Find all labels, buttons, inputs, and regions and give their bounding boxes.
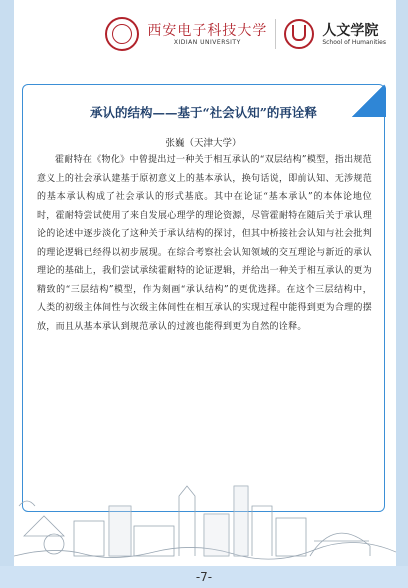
header — [105, 14, 386, 54]
article-author: 张巍（天津大学） — [165, 138, 242, 149]
header-divider — [275, 19, 276, 49]
school-name-cn: 人文学院 — [322, 22, 379, 39]
school-name-en: School of Humanities — [322, 38, 386, 46]
left-decor-bar — [0, 0, 14, 588]
school-logo — [284, 19, 314, 49]
university-name-en: XIDIAN UNIVERSITY — [173, 38, 241, 46]
article-title: 承认的结构——基于“社会认知”的再诠释 — [90, 105, 317, 120]
university-name — [147, 23, 267, 46]
campus-skyline-illustration — [14, 426, 396, 566]
article-body: 霍耐特在《物化》中曾提出过一种关于相互承认的“双层结构”模型，指出规范意义上的社会承认建基于原初意义上的基本承认，换句话说，即前认知、无涉规范的基本承认构成了社会承认的形式基底。其中在论证“基本承认”的本体论地位时，霍耐特尝试使用了来自发展心理学的理论资源，尽管霍耐特在随后关于承认理论的论述中逐步淡化了这种关于承认结构的探讨，但其中桥接社会认知与社会批判的理论逻辑已经得以初步展现。在综合考察社会认知领域的交互理论与新近的承认理论的基础上，我们尝试承续霍耐特的论证逻辑，并给出一种关于相互承认的更为精致的“三层结构”模型，作为刻画“承认结构”的更优选择。在这个三层结构中，人类的初级主体间性与次级主体间性在相互承认的实现过程中能得到更为合理的摆放，而且从基本承认到规范承认的过渡也能得到更为自然的诠释。 — [37, 155, 372, 332]
university-name-cn: 西安电子科技大学 — [147, 22, 268, 39]
university-seal-logo — [105, 17, 139, 51]
school-name — [322, 23, 386, 46]
page-number: -7- — [195, 570, 213, 584]
right-decor-bar — [396, 0, 408, 588]
